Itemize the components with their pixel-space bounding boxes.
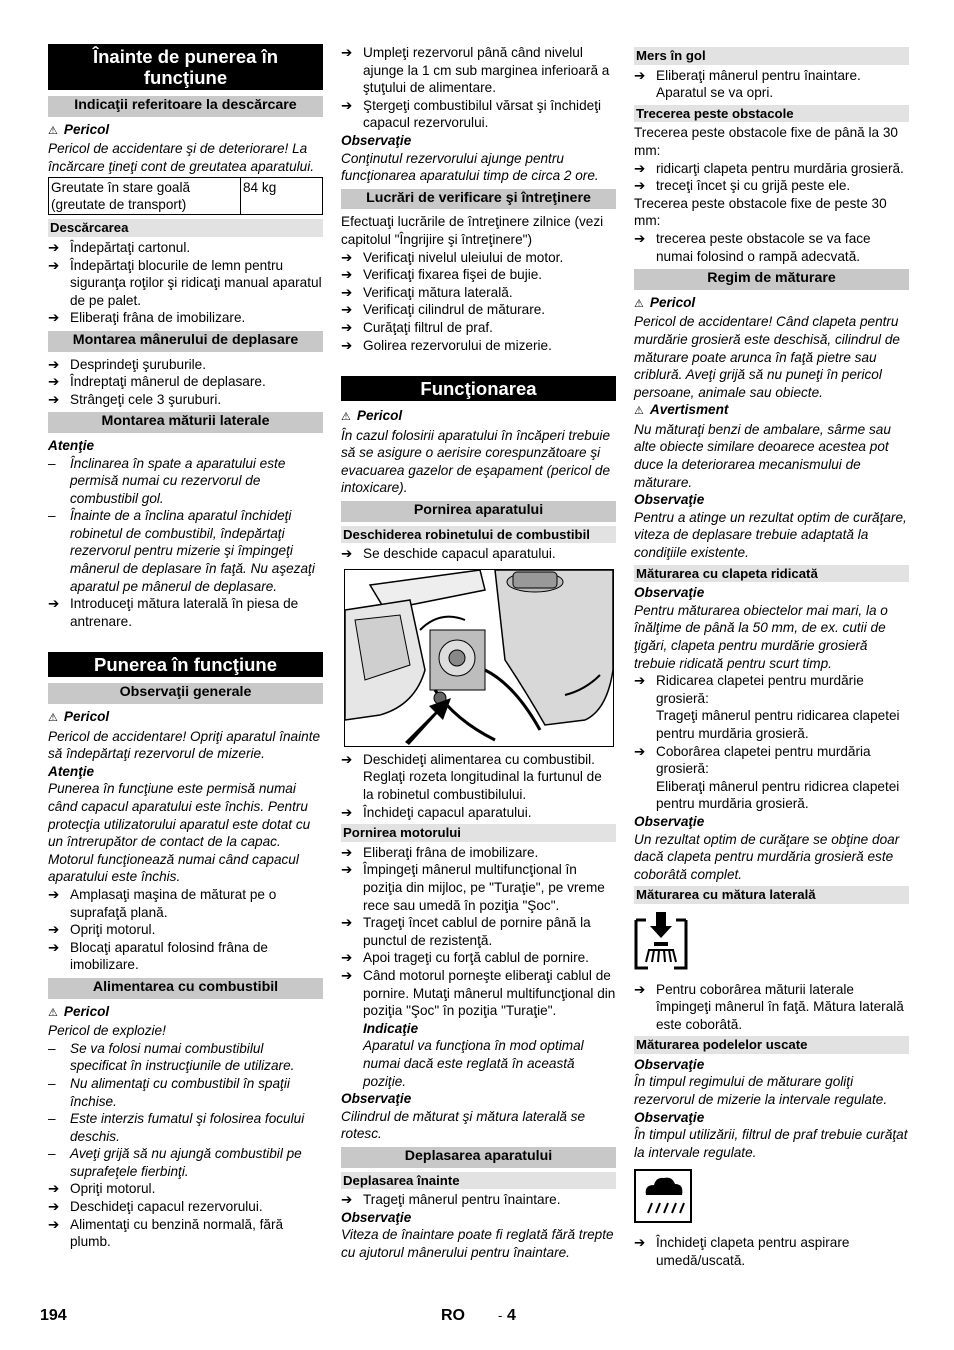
spec-label: Greutate în stare goală (greutate de transport) xyxy=(49,178,241,215)
item-text: Ridicarea clapetei pentru murdărie grosieră: xyxy=(656,673,864,706)
dash-item xyxy=(48,455,323,508)
item-text: Coborârea clapetei pentru murdăria grosieră: xyxy=(656,743,871,777)
dash-icon: – xyxy=(48,508,56,524)
minor-heading: Măturarea cu mătura laterală xyxy=(634,886,909,904)
note-label: Observaţie xyxy=(634,492,705,508)
italic-note: Pentru a atinge un rezultat optim de curăţare, viteza de deplasare trebuie adaptată la condiţiile existente. xyxy=(634,509,907,561)
fuel-valve-illustration xyxy=(344,569,614,747)
subsection-heading: Observaţii generale xyxy=(48,683,323,704)
spacer xyxy=(48,630,323,652)
italic-note: Pericol de explozie! xyxy=(48,1023,166,1039)
dash-icon: – xyxy=(48,1146,56,1162)
arrow-icon: ➔ xyxy=(634,1235,646,1251)
action-step xyxy=(341,861,616,914)
subsection-heading: Pornirea aparatului xyxy=(341,501,616,522)
arrow-icon: ➔ xyxy=(341,284,353,300)
action-step xyxy=(341,844,616,862)
item-text: Îndepărtaţi cartonul. xyxy=(70,239,191,255)
action-step xyxy=(341,949,616,967)
action-step xyxy=(341,337,616,355)
subsection-heading: Regim de măturare xyxy=(634,269,909,290)
item-text: ridicarţi clapeta pentru murdăria grosieră. xyxy=(656,160,904,176)
action-step xyxy=(48,886,323,921)
minor-heading: Descărcarea xyxy=(48,219,323,237)
item-text: Eliberaţi frâna de imobilizare. xyxy=(363,844,539,860)
spec-table xyxy=(48,177,323,215)
action-step xyxy=(48,309,323,327)
action-step xyxy=(341,751,616,804)
arrow-icon: ➔ xyxy=(634,743,646,759)
action-step xyxy=(48,921,323,939)
action-step xyxy=(634,67,909,102)
subsection-heading: Alimentarea cu combustibil xyxy=(48,978,323,999)
action-step xyxy=(48,1180,323,1198)
arrow-icon: ➔ xyxy=(341,249,353,265)
italic-note: Pericol de accidentare şi de deteriorare! La încărcare ţineţi cont de greutatea aparatului. xyxy=(48,141,315,174)
italic-note: În cazul folosirii aparatului în încăperi trebuie să se asigure o aerisire corespunzătoare şi evacuarea gazelor de eşapament (pericol de intoxicare). xyxy=(341,427,611,496)
action-step xyxy=(634,672,909,742)
column-left xyxy=(48,44,323,1251)
item-text: Înainte de a înclina aparatul închideţi robinetul de combustibil, îndepărtaţi rezervorul pentru mizerie şi împingeţi mânerul de deplasare în faţă. Nu aşezaţi aparatul pe mânerul de deplasare. xyxy=(70,508,315,594)
arrow-icon: ➔ xyxy=(341,950,353,966)
action-step xyxy=(341,545,616,563)
action-step xyxy=(341,44,616,97)
dash-item xyxy=(48,1075,323,1110)
minor-heading: Trecerea peste obstacole xyxy=(634,105,909,123)
minor-heading: Măturarea podelelor uscate xyxy=(634,1036,909,1054)
item-text: Opriţi motorul. xyxy=(70,922,156,938)
italic-note: Conţinutul rezervorului ajunge pentru funcţionarea aparatului timp de circa 2 ore. xyxy=(341,150,599,184)
item-text: Închideţi capacul aparatului. xyxy=(363,804,532,820)
action-step xyxy=(341,301,616,319)
item-text: Strângeţi cele 3 şuruburi. xyxy=(70,391,222,407)
italic-note: Cilindrul de măturat şi mătura laterală se rotesc. xyxy=(341,1108,586,1142)
item-text: Blocaţi aparatul folosind frâna de imobilizare. xyxy=(70,939,268,973)
action-step xyxy=(634,1234,909,1269)
dash-icon: – xyxy=(48,455,56,471)
action-step xyxy=(634,981,909,1034)
note-label: Observaţie xyxy=(634,1109,705,1125)
action-step xyxy=(48,1198,323,1216)
arrow-icon: ➔ xyxy=(48,922,60,938)
arrow-icon: ➔ xyxy=(341,967,353,983)
minor-heading: Deschiderea robinetului de combustibil xyxy=(341,526,616,544)
action-step xyxy=(48,595,323,630)
action-step xyxy=(48,257,323,310)
note-label: Observaţie xyxy=(634,1056,705,1072)
note-label: Observaţie xyxy=(634,813,705,829)
arrow-icon: ➔ xyxy=(48,939,60,955)
arrow-icon: ➔ xyxy=(48,257,60,273)
action-step xyxy=(341,914,616,949)
arrow-icon: ➔ xyxy=(48,886,60,902)
item-text: trecerea peste obstacole se va face numai folosind o rampă adecvată. xyxy=(656,230,871,264)
arrow-icon: ➔ xyxy=(341,915,353,931)
arrow-icon: ➔ xyxy=(341,751,353,767)
item-text: Aveţi grijă să nu ajungă combustibil pe suprafeţele fierbinţi. xyxy=(70,1146,302,1179)
side-broom-lower-icon xyxy=(634,912,909,975)
arrow-icon: ➔ xyxy=(48,1181,60,1197)
warning-label: ⚠ Pericol xyxy=(48,121,323,141)
item-text: Deschideţi capacul rezervorului. xyxy=(70,1199,263,1215)
item-text: Opriţi motorul. xyxy=(70,1181,156,1197)
item-text: Umpleţi rezervorul până când nivelul ajunge la 1 cm sub marginea inferioară a ştuţului de alimentare. xyxy=(363,45,610,96)
action-step xyxy=(48,939,323,974)
minor-heading: Măturarea cu clapeta ridicată xyxy=(634,565,909,583)
arrow-icon: ➔ xyxy=(341,302,353,318)
action-step xyxy=(48,356,323,374)
item-text: Deschideţi alimentarea cu combustibil. Reglaţi rozeta longitudinal la furtunul de la robinetul combustibilului. xyxy=(363,751,602,803)
note-label: Atenţie xyxy=(48,437,95,453)
item-subtext: Eliberaţi mânerul pentru ridicrea clapetei pentru murdăria grosieră. xyxy=(656,778,900,812)
item-text: Eliberaţi mânerul pentru înaintare. Aparatul se va opri. xyxy=(656,67,861,101)
italic-note: Pericol de accidentare! Opriţi aparatul înainte să îndepărtaţi rezervorul de mizerie. xyxy=(48,728,321,762)
action-step xyxy=(341,967,616,1020)
arrow-icon: ➔ xyxy=(48,391,60,407)
note-label: Observaţie xyxy=(341,132,412,148)
item-text: Curăţaţi filtrul de praf. xyxy=(363,319,493,335)
item-text: Apoi trageţi cu forţă cablul de pornire. xyxy=(363,950,589,966)
item-text: Nu alimentaţi cu combustibil în spaţii închise. xyxy=(70,1075,290,1109)
dash-item xyxy=(48,1145,323,1180)
subsection-heading: Montarea măturii laterale xyxy=(48,412,323,433)
arrow-icon: ➔ xyxy=(48,310,60,326)
action-step xyxy=(634,230,909,265)
action-step xyxy=(341,319,616,337)
dry-surface-icon xyxy=(634,1169,909,1228)
item-text: Se va folosi numai combustibilul specificat în instrucţiunile de utilizare. xyxy=(70,1040,295,1074)
arrow-icon: ➔ xyxy=(634,981,646,997)
indication-text: Aparatul va funcţiona în mod optimal numai dacă este reglată în această poziţie. xyxy=(363,1038,584,1089)
action-step xyxy=(634,743,909,813)
action-step xyxy=(341,97,616,132)
item-text: Îndepărtaţi blocurile de lemn pentru siguranţa roţilor şi ridicaţi manual aparatul de pe palet. xyxy=(70,257,322,308)
item-text: Îndreptaţi mânerul de deplasare. xyxy=(70,374,266,390)
italic-note: Nu măturaţi benzi de ambalare, sârme sau alte obiecte similare deoarece acestea pot duce la deteriorarea mecanismului de măturare. xyxy=(634,421,891,490)
arrow-icon: ➔ xyxy=(634,230,646,246)
warning-label: ⚠ Pericol xyxy=(48,708,323,728)
action-step xyxy=(341,266,616,284)
action-step xyxy=(48,391,323,409)
arrow-icon: ➔ xyxy=(48,596,60,612)
page-number: 194 xyxy=(40,1307,67,1324)
minor-heading: Deplasarea înainte xyxy=(341,1172,616,1190)
note-label: Observaţie xyxy=(341,1209,412,1225)
item-text: Introduceţi mătura laterală în piesa de antrenare. xyxy=(70,596,299,629)
warning-label: ⚠ Avertisment xyxy=(634,401,909,421)
italic-note: Un rezultat optim de curăţare se obţine doar dacă clapeta pentru murdăria grosieră este coborâtă complet. xyxy=(634,831,900,882)
dash-item xyxy=(48,1040,323,1075)
item-text: Verificaţi cilindrul de măturare. xyxy=(363,302,546,318)
arrow-icon: ➔ xyxy=(341,804,353,820)
item-text: Verificaţi nivelul uleiului de motor. xyxy=(363,249,564,265)
arrow-icon: ➔ xyxy=(634,673,646,689)
column-right xyxy=(634,44,909,1269)
italic-note: Pentru măturarea obiectelor mai mari, la o înălţime de până la 50 mm, de ex. cutii de ţigări, clapeta pentru murdărie grosieră trebuie ridicată pentru scurt timp. xyxy=(634,602,888,671)
italic-note: Punerea în funcţiune este permisă numai când capacul aparatului este închis. Pentru protecţia utilizatorului aparatul este dotat cu un întrerupător de contact de la capac. Motorul funcţionează numai când capacul aparatului este închis. xyxy=(48,781,311,885)
arrow-icon: ➔ xyxy=(48,356,60,372)
arrow-icon: ➔ xyxy=(634,160,646,176)
section-heading: Punerea în funcţiune xyxy=(48,652,323,677)
item-text: Trageţi încet cablul de pornire până la punctul de rezistenţă. xyxy=(363,915,591,948)
action-step xyxy=(634,160,909,178)
note-label: Observaţie xyxy=(341,1091,412,1107)
minor-heading: Mers în gol xyxy=(634,47,909,65)
column-middle xyxy=(341,44,616,1261)
item-text: Pentru coborârea măturii laterale împingeţi mânerul în faţă. Mătura laterală este coborâtă. xyxy=(656,981,904,1032)
section-page-number: 4 xyxy=(507,1307,516,1324)
paragraph: Trecerea peste obstacole fixe de peste 30 mm: xyxy=(634,195,887,229)
dash-icon: – xyxy=(48,1075,56,1091)
arrow-icon: ➔ xyxy=(341,862,353,878)
action-step xyxy=(341,249,616,267)
action-step xyxy=(341,804,616,822)
arrow-icon: ➔ xyxy=(341,97,353,113)
arrow-icon: ➔ xyxy=(341,267,353,283)
section-heading: Funcţionarea xyxy=(341,376,616,401)
language-code: RO xyxy=(441,1307,465,1324)
subsection-heading: Deplasarea aparatului xyxy=(341,1147,616,1168)
item-text: Înclinarea în spate a aparatului este permisă numai cu rezervorul de combustibil gol. xyxy=(70,455,286,506)
paragraph: Trecerea peste obstacole fixe de până la 30 mm: xyxy=(634,125,898,158)
paragraph: Efectuaţi lucrările de întreţinere zilnice (vezi capitolul "Îngrijire şi întreţinere") xyxy=(341,214,604,247)
italic-note: În timpul utilizării, filtrul de praf trebuie curăţat la intervale regulate. xyxy=(634,1127,908,1160)
item-text: Verificaţi mătura laterală. xyxy=(363,284,513,300)
arrow-icon: ➔ xyxy=(341,844,353,860)
arrow-icon: ➔ xyxy=(634,178,646,194)
item-text: Este interzis fumatul şi folosirea focului deschis. xyxy=(70,1111,305,1144)
arrow-icon: ➔ xyxy=(341,45,353,60)
arrow-icon: ➔ xyxy=(341,546,353,562)
item-text: Amplasaţi maşina de măturat pe o suprafaţă plană. xyxy=(70,886,277,920)
item-subtext: Trageţi mânerul pentru ridicarea clapetei pentru murdăria grosieră. xyxy=(656,708,900,741)
arrow-icon: ➔ xyxy=(48,1199,60,1215)
item-text: Ştergeţi combustibilul vărsat şi închideţi capacul rezervorului. xyxy=(363,97,601,131)
item-text: Golirea rezervorului de mizerie. xyxy=(363,337,552,353)
minor-heading: Pornirea motorului xyxy=(341,824,616,842)
action-step xyxy=(48,239,323,257)
arrow-icon: ➔ xyxy=(341,337,353,353)
warning-label: ⚠ Pericol xyxy=(341,407,616,427)
italic-note: În timpul regimului de măturare goliţi rezervorul de mizerie la intervale regulate. xyxy=(634,1074,888,1108)
subsection-heading: Montarea mânerului de deplasare xyxy=(48,331,323,352)
action-step xyxy=(48,373,323,391)
item-text: Trageţi mânerul pentru înaintare. xyxy=(363,1192,561,1208)
section-heading: Înainte de punerea în funcţiune xyxy=(48,44,323,90)
warning-label: ⚠ Pericol xyxy=(634,294,909,314)
spacer xyxy=(341,354,616,376)
action-step xyxy=(341,1191,616,1209)
footer-separator: - xyxy=(498,1308,503,1323)
arrow-icon: ➔ xyxy=(48,239,60,255)
arrow-icon: ➔ xyxy=(634,67,646,83)
item-text: Eliberaţi frâna de imobilizare. xyxy=(70,310,246,326)
item-text: Se deschide capacul aparatului. xyxy=(363,546,556,562)
arrow-icon: ➔ xyxy=(341,319,353,335)
subsection-heading: Indicaţii referitoare la descărcare xyxy=(48,96,323,117)
dash-icon: – xyxy=(48,1040,56,1056)
item-text: Desprindeţi şuruburile. xyxy=(70,356,207,372)
spec-value: 84 kg xyxy=(241,178,323,215)
dash-icon: – xyxy=(48,1111,56,1127)
italic-note: Pericol de accidentare! Când clapeta pentru murdărie grosieră este deschisă, cilindrul de măturare poate arunca în faţă pietre sau criblură. Aveţi grijă să nu puneţi în pericol persoane, animale sau obiecte. xyxy=(634,314,900,400)
dash-item xyxy=(48,507,323,595)
item-text: Alimentaţi cu benzină normală, fără plumb. xyxy=(70,1216,284,1250)
item-text: Când motorul porneşte eliberaţi cablul de pornire. Mutaţi mânerul multifuncţional din poziţia "Şoc" în poziţia "Turaţie". xyxy=(363,967,616,1019)
action-step xyxy=(341,284,616,302)
indication-label: Indicaţie xyxy=(363,1020,419,1036)
arrow-icon: ➔ xyxy=(48,1216,60,1232)
action-step xyxy=(634,177,909,195)
arrow-icon: ➔ xyxy=(48,374,60,390)
warning-label: ⚠ Pericol xyxy=(48,1003,323,1023)
subsection-heading: Lucrări de verificare şi întreţinere xyxy=(341,189,616,210)
italic-note: Viteza de înaintare poate fi reglată fără trepte cu ajutorul mânerului pentru înaintare. xyxy=(341,1227,614,1260)
dash-item xyxy=(48,1110,323,1145)
item-text: Verificaţi fixarea fişei de bujie. xyxy=(363,267,543,283)
item-text: Închideţi clapeta pentru aspirare umedă/uscată. xyxy=(656,1235,850,1268)
note-label: Observaţie xyxy=(634,585,705,601)
item-text: treceţi încet şi cu grijă peste ele. xyxy=(656,178,851,194)
arrow-icon: ➔ xyxy=(341,1192,353,1208)
action-step xyxy=(48,1216,323,1251)
item-text: Împingeţi mânerul multifuncţional în poziţia din mijloc, pe "Turaţie", pe vreme rece sau umedă în poziţia "Şoc". xyxy=(363,862,605,913)
note-label: Atenţie xyxy=(48,763,95,779)
